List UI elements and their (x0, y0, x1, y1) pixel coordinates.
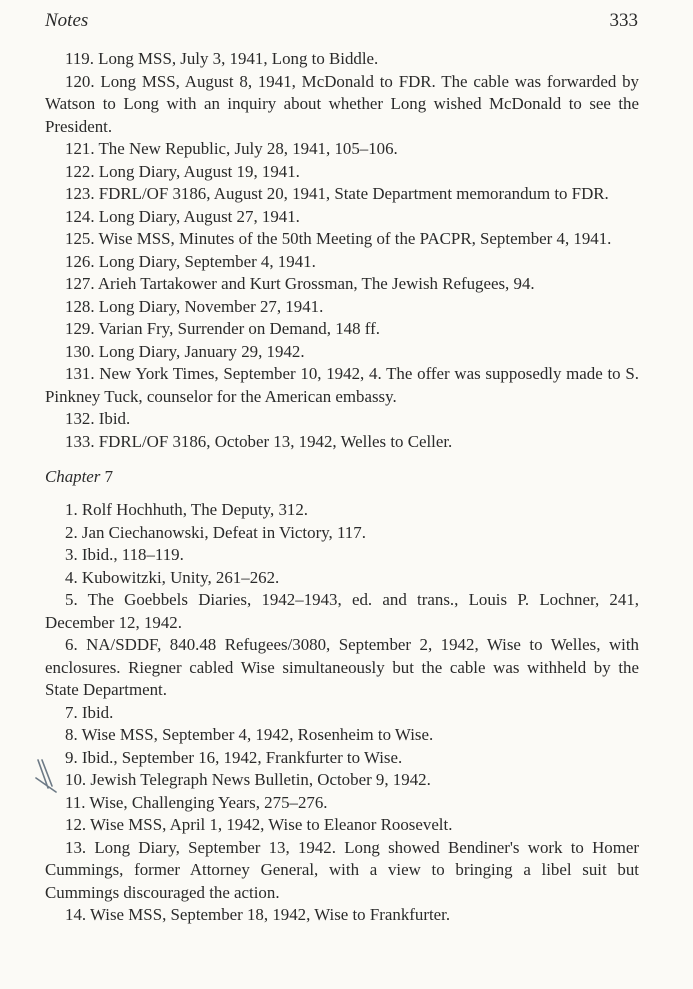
note-13: 13. Long Diary, September 13, 1942. Long showed Bendiner's work to Homer Cummings, former Attorney General, with a view to bringing a libel suit but Cummings discouraged the action. (45, 837, 639, 902)
page-number: 333 (609, 10, 638, 31)
note-130: 130. Long Diary, January 29, 1942. (65, 341, 305, 361)
note-120: 120. Long MSS, August 8, 1941, McDonald to FDR. The cable was forwarded by Watson to Long with an inquiry about whether Long wished McDonald to see the President. (45, 71, 639, 136)
chapter-number: 7 (104, 466, 114, 486)
note-133: 133. FDRL/OF 3186, October 13, 1942, Welles to Celler. (65, 431, 453, 451)
note-7: 7. Ibid. (65, 702, 114, 722)
note-126: 126. Long Diary, September 4, 1941. (65, 251, 316, 271)
note-8: 8. Wise MSS, September 4, 1942, Rosenheim to Wise. (65, 725, 434, 744)
note-14: 14. Wise MSS, September 18, 1942, Wise to Frankfurter. (65, 905, 451, 924)
note-6: 6. NA/SDDF, 840.48 Refugees/3080, September 2, 1942, Wise to Welles, with enclosures. Riegner cabled Wise simultaneously but the cable was withheld by the State Department. (45, 635, 639, 699)
note-12: 12. Wise MSS, April 1, 1942, Wise to Eleanor Roosevelt. (65, 815, 453, 834)
note-123: 123. FDRL/OF 3186, August 20, 1941, State Department memorandum to FDR. (65, 184, 609, 203)
note-3: 3. Ibid., 118–119. (65, 545, 184, 564)
note-119: 119. Long MSS, July 3, 1941, Long to Biddle. (65, 49, 379, 68)
note-4: 4. Kubowitzki, Unity, 261–262. (65, 567, 280, 587)
note-121: 121. The New Republic, July 28, 1941, 105–106. (65, 139, 398, 158)
chapter-label: Chapter (45, 466, 101, 486)
note-128: 128. Long Diary, November 27, 1941. (65, 296, 324, 316)
note-9: 9. Ibid., September 16, 1942, Frankfurter to Wise. (65, 747, 403, 767)
note-10: 10. Jewish Telegraph News Bulletin, October 9, 1942. (65, 770, 431, 789)
note-1: 1. Rolf Hochhuth, The Deputy, 312. (65, 500, 309, 519)
note-131: 131. New York Times, September 10, 1942, 4. The offer was supposedly made to S. Pinkney Tuck, counselor for the American embassy. (45, 364, 639, 406)
chapter-heading (45, 466, 639, 489)
note-11: 11. Wise, Challenging Years, 275–276. (65, 792, 328, 812)
note-127: 127. Arieh Tartakower and Kurt Grossman, The Jewish Refugees, 94. (65, 274, 535, 293)
pencil-mark-icon (34, 758, 64, 798)
note-122: 122. Long Diary, August 19, 1941. (65, 161, 300, 181)
running-title: Notes (45, 10, 89, 31)
endnotes (45, 48, 639, 927)
note-124: 124. Long Diary, August 27, 1941. (65, 206, 300, 226)
note-5: 5. The Goebbels Diaries, 1942–1943, ed. and trans., Louis P. Lochner, 241, December 12, 1942. (45, 590, 639, 632)
note-132: 132. Ibid. (65, 409, 131, 428)
note-2: 2. Jan Ciechanowski, Defeat in Victory, 117. (65, 522, 366, 542)
note-125: 125. Wise MSS, Minutes of the 50th Meeting of the PACPR, September 4, 1941. (65, 229, 612, 248)
running-header (45, 10, 638, 40)
note-129: 129. Varian Fry, Surrender on Demand, 148 ff. (65, 319, 380, 338)
